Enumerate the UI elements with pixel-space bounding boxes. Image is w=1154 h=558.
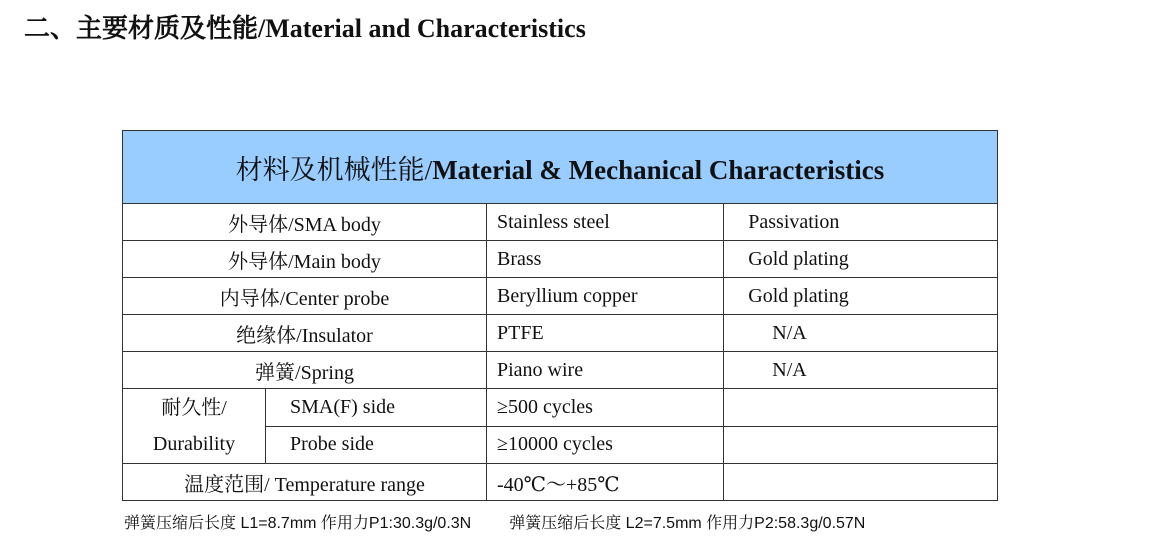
finish-cell: Gold plating xyxy=(724,241,998,278)
finish-cell: Gold plating xyxy=(724,278,998,315)
material-cell: Piano wire xyxy=(487,352,724,389)
table-title xyxy=(123,131,998,204)
temperature-value: -40℃～+85℃ xyxy=(487,464,724,501)
temperature-label: 温度范围/ Temperature range xyxy=(123,464,487,501)
table-header-row xyxy=(123,131,998,204)
part-cell: 外导体/Main body xyxy=(123,241,487,278)
durability-subtable xyxy=(123,389,486,463)
durability-values-subtable xyxy=(487,389,723,463)
page-heading: 二、主要材质及性能/Material and Characteristics xyxy=(24,14,586,43)
durability-side: Probe side xyxy=(290,433,374,456)
footnote-part1: 弹簧压缩后长度 L1=8.7mm 作用力P1:30.3g/0.3N xyxy=(124,515,472,532)
table-title-en: Material & Mechanical Characteristics xyxy=(432,154,885,185)
empty-cell xyxy=(724,464,998,501)
empty-cell xyxy=(724,389,997,426)
durability-label-en: Durability xyxy=(152,433,236,455)
table-row xyxy=(123,204,998,241)
table-title-cn: 材料及机械性能/ xyxy=(235,154,433,185)
material-cell: PTFE xyxy=(487,315,724,352)
spring-footnote xyxy=(124,510,865,533)
table-row xyxy=(123,241,998,278)
temperature-row xyxy=(123,464,998,501)
material-cell: Stainless steel xyxy=(487,204,724,241)
durability-cell xyxy=(123,389,487,464)
table-row xyxy=(123,352,998,389)
durability-values xyxy=(487,389,724,464)
finish-cell: N/A xyxy=(724,352,998,389)
empty-cell xyxy=(724,426,997,463)
finish-cell: N/A xyxy=(724,315,998,352)
table-row xyxy=(123,278,998,315)
part-cell: 弹簧/Spring xyxy=(123,352,487,389)
durability-finish-subtable xyxy=(724,389,997,463)
footnote-part2: 弹簧压缩后长度 L2=7.5mm 作用力P2:58.3g/0.57N xyxy=(509,515,866,532)
part-cell: 外导体/SMA body xyxy=(123,204,487,241)
table-row xyxy=(123,315,998,352)
material-cell: Beryllium copper xyxy=(487,278,724,315)
durability-row xyxy=(123,389,998,464)
part-cell: 绝缘体/Insulator xyxy=(123,315,487,352)
material-cell: Brass xyxy=(487,241,724,278)
durability-side: SMA(F) side xyxy=(266,389,487,426)
finish-cell: Passivation xyxy=(724,204,998,241)
durability-value: ≥10000 cycles xyxy=(497,433,613,456)
durability-label-cn: 耐久性/ xyxy=(161,397,227,419)
material-table xyxy=(122,130,998,501)
part-cell: 内导体/Center probe xyxy=(123,278,487,315)
durability-finish xyxy=(724,389,998,464)
durability-label xyxy=(123,389,266,463)
durability-value: ≥500 cycles xyxy=(487,389,723,426)
